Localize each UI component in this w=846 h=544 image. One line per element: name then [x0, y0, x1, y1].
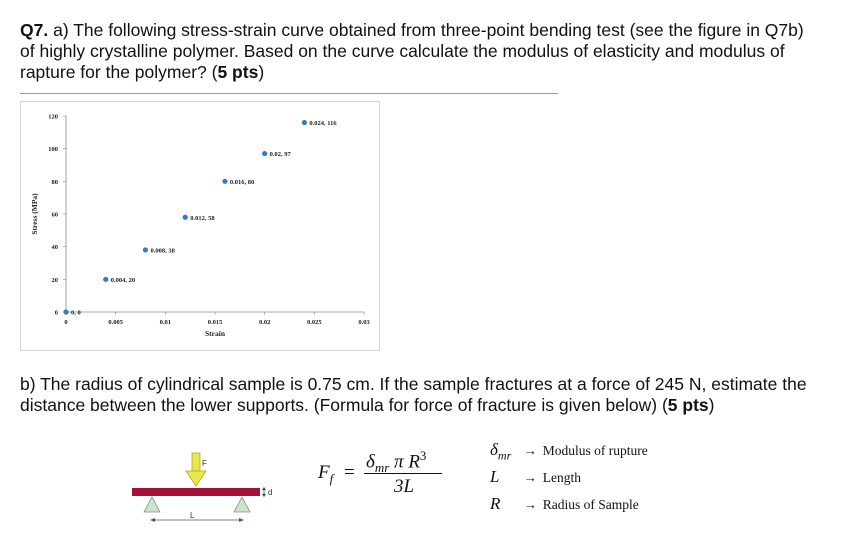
data-label: 0.012, 58	[190, 214, 215, 222]
data-point	[143, 247, 148, 252]
chart-svg	[21, 102, 379, 350]
data-point	[183, 215, 188, 220]
data-point	[103, 277, 108, 282]
x-tick-label: 0.005	[108, 319, 123, 326]
legend-text: Length	[542, 470, 581, 485]
y-axis-label: Stress (MPa)	[30, 193, 39, 235]
part-b-end: )	[708, 395, 715, 415]
data-point	[222, 179, 227, 184]
three-point-bending-diagram	[126, 448, 286, 543]
x-tick-label: 0.025	[307, 319, 322, 326]
formula-denominator: 3L	[394, 476, 415, 497]
question-part-a	[20, 20, 820, 83]
data-label: 0.004, 20	[110, 276, 136, 284]
symbol-legend	[490, 440, 710, 521]
part-b-points: 5 pts	[667, 395, 709, 415]
legend-row	[490, 494, 710, 521]
y-tick-label: 0	[54, 309, 58, 317]
y-tick-label: 120	[48, 113, 58, 121]
data-label: 0, 0	[71, 309, 81, 317]
part-a-text: a) The following stress-strain curve obtained from three-point bending test (see the figure in Q7b) of highly crystalline polymer. Based on the curve calculate the modulus of elasticity and modulus of rapture for the polymer? (	[20, 20, 804, 82]
x-tick-label: 0.01	[159, 319, 172, 326]
formula-lhs: $F_f$	[318, 462, 334, 486]
data-label: 0.008, 38	[150, 247, 175, 255]
data-point	[262, 151, 267, 156]
y-tick-label: 20	[51, 276, 58, 284]
left-support	[144, 497, 160, 512]
divider	[20, 93, 558, 94]
fraction-bar	[364, 473, 442, 474]
formula-numerator: $\delta_{mr}$ π $R^3$	[366, 448, 427, 476]
fracture-force-formula	[318, 446, 453, 506]
data-label: 0.016, 80	[229, 178, 255, 186]
legend-symbol: $\delta_{mr}$	[490, 440, 512, 463]
arrow-icon: →	[523, 497, 537, 512]
beam	[132, 488, 260, 496]
y-tick-label: 100	[48, 146, 58, 154]
part-a-end: )	[258, 62, 265, 82]
force-arrow	[186, 453, 206, 486]
y-tick-label: 80	[51, 178, 58, 186]
stress-strain-chart	[20, 101, 380, 351]
force-label: F	[202, 459, 207, 468]
data-point	[63, 309, 68, 314]
data-point	[302, 120, 307, 125]
data-label: 0.024, 116	[309, 120, 337, 128]
length-label: L	[190, 511, 195, 520]
legend-text: Modulus of rupture	[542, 443, 648, 458]
legend-row	[490, 467, 710, 494]
y-tick-label: 40	[51, 244, 58, 252]
part-a-points: 5 pts	[217, 62, 259, 82]
x-tick-label: 0	[64, 319, 68, 326]
legend-symbol: L	[490, 467, 500, 486]
legend-text: Radius of Sample	[542, 497, 639, 512]
y-tick-label: 60	[51, 211, 58, 219]
right-support	[234, 497, 250, 512]
question-label: Q7.	[20, 20, 49, 40]
legend-symbol: R	[490, 494, 501, 513]
arrow-icon: →	[523, 470, 537, 485]
part-b-text: b) The radius of cylindrical sample is 0.75 cm. If the sample fractures at a force of 245 N, estimate the distance between the lower supports. (Formula for force of fracture is given below) (	[20, 374, 807, 415]
data-label: 0.02, 97	[269, 151, 291, 159]
diameter-label: d	[268, 488, 273, 497]
x-tick-label: 0.03	[358, 319, 370, 326]
legend-row	[490, 440, 710, 467]
x-axis-label: Strain	[204, 329, 226, 338]
x-tick-label: 0.015	[207, 319, 223, 326]
formula-equals: =	[344, 462, 355, 483]
arrow-icon: →	[523, 443, 537, 458]
question-part-b	[20, 374, 820, 416]
x-tick-label: 0.02	[258, 319, 271, 326]
